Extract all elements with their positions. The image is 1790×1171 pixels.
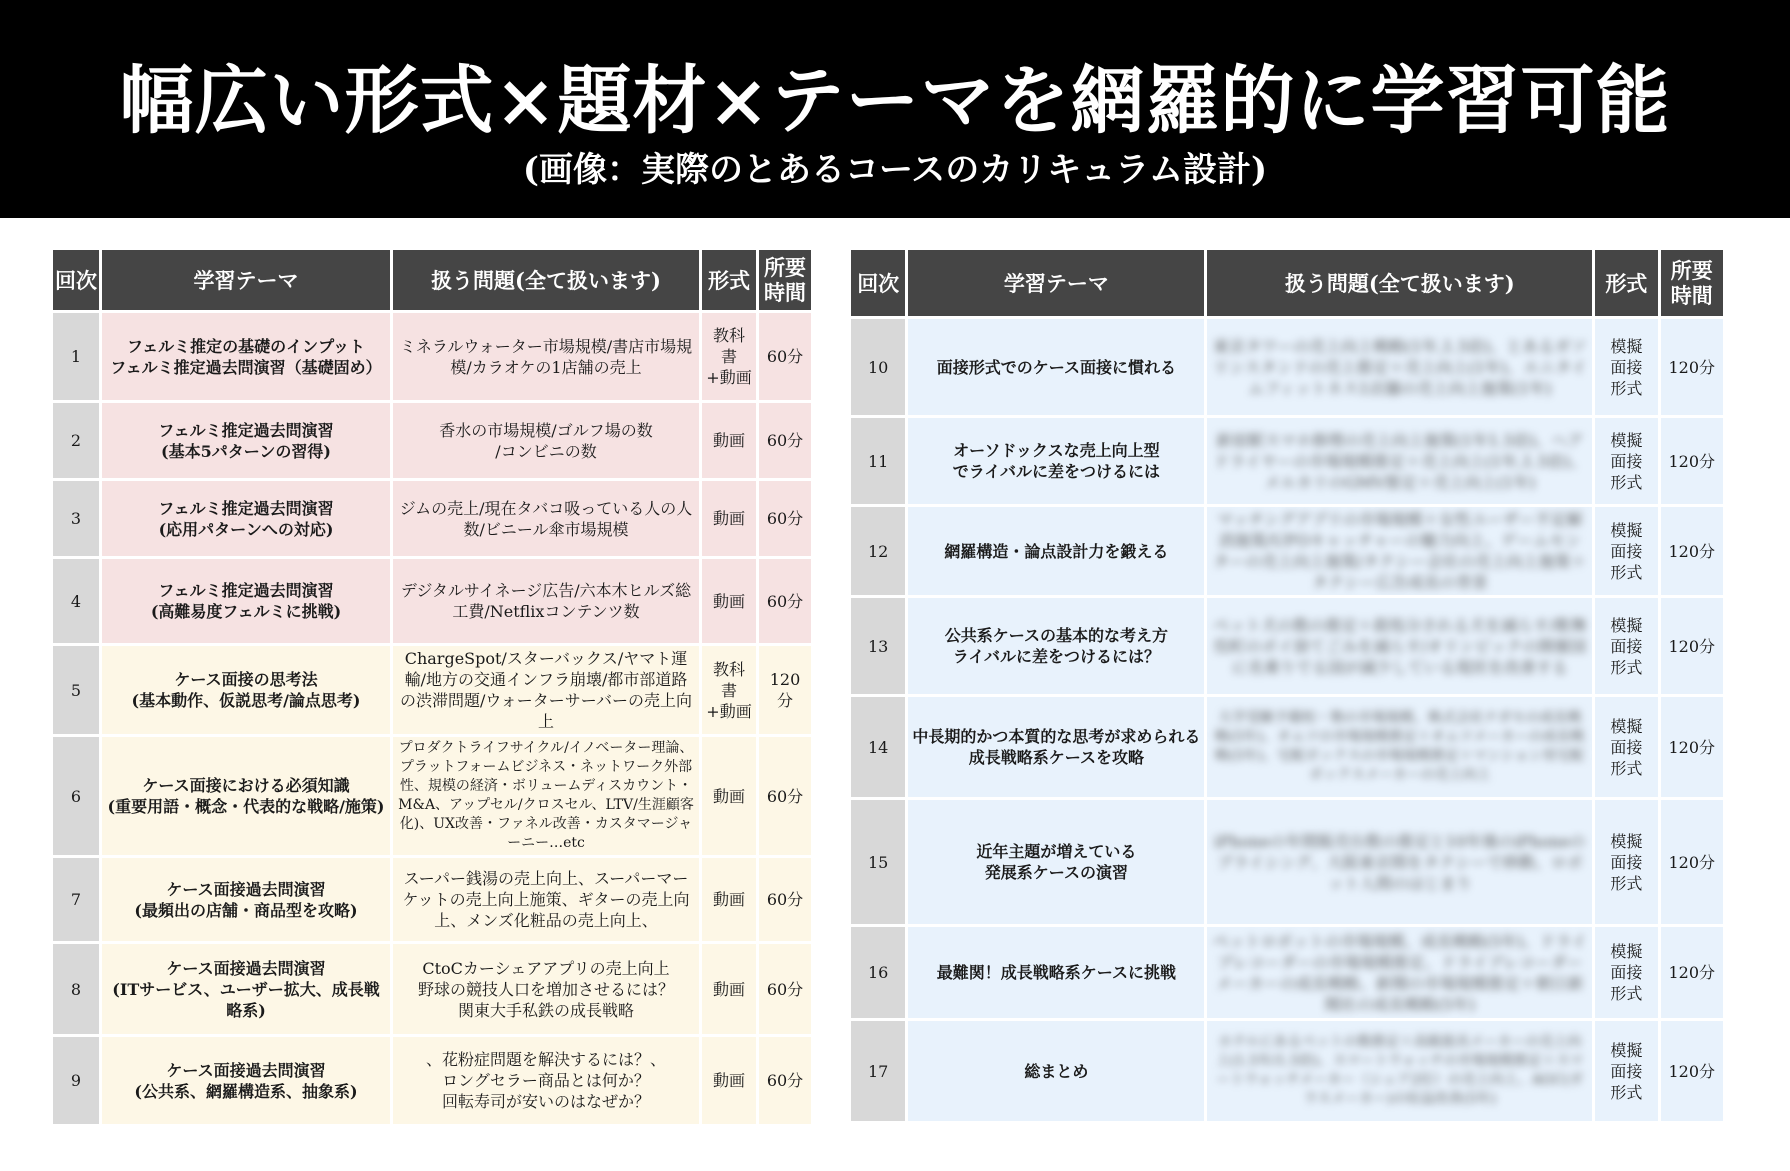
learning-theme — [102, 646, 390, 734]
learning-theme — [102, 313, 390, 400]
problem-list-text: ホテルにあるペットの数推定＋高級旅具メーカーの売上向上(1.5年/1.5倍)、スマートウォッチの市場規模推定＋スマートウォッチメーカー（シェア2位）の売上向上、AGC(ガラスメーカー)の収益改善(5年) — [1216, 1034, 1584, 1107]
learning-theme — [908, 319, 1204, 415]
problem-list — [1207, 598, 1592, 694]
problem-list — [1207, 927, 1592, 1018]
session-number — [851, 1021, 905, 1121]
session-number-text: 16 — [868, 963, 889, 982]
learning-theme — [102, 858, 390, 941]
table-header-row — [851, 250, 1723, 316]
duration — [1661, 319, 1723, 415]
duration-text: 120分 — [1668, 737, 1716, 757]
session-number-text: 3 — [70, 509, 82, 528]
page-subtitle: (画像：実際のとあるコースのカリキュラム設計) — [522, 150, 1268, 190]
session-number — [53, 1037, 99, 1124]
format — [702, 646, 756, 734]
format — [1595, 697, 1657, 797]
duration — [759, 313, 811, 400]
format-text: 動画 — [712, 591, 745, 611]
format-text: 模擬 面接 形式 — [1610, 336, 1643, 398]
table-row — [851, 697, 1723, 797]
problem-list — [1207, 418, 1592, 504]
problem-list — [393, 403, 699, 478]
duration-text: 60分 — [766, 431, 804, 450]
session-number — [53, 737, 99, 855]
session-number — [851, 507, 905, 595]
session-number-text: 11 — [868, 451, 889, 471]
format-text: 模擬 面接 形式 — [1610, 831, 1643, 893]
session-number-text: 1 — [70, 347, 82, 366]
learning-theme-text: ケース面接における必須知識 (重要用語・概念・代表的な戦略/施策) — [107, 776, 385, 816]
duration-text: 120分 — [1668, 357, 1716, 377]
format-text: 模擬 面接 形式 — [1610, 520, 1643, 582]
col-header-time: 所要時間 — [759, 250, 811, 310]
duration-text: 120分 — [1668, 852, 1716, 872]
duration — [759, 646, 811, 734]
format — [702, 858, 756, 941]
format — [702, 313, 756, 400]
session-number — [851, 697, 905, 797]
table-row — [53, 1037, 811, 1124]
duration — [1661, 697, 1723, 797]
format-text: 動画 — [712, 431, 745, 450]
problem-list-text: プロダクトライフサイクル/イノベーター理論、プラットフォームビジネス・ネットワーク外部性、規模の経済・ボリュームディスカウント・M&A、アップセル/クロスセル、LTV/生涯顧客化)、UX改善・ファネル改善・カスタマージャーニー…etc — [398, 740, 694, 851]
format-text: 模擬 面接 形式 — [1610, 1040, 1643, 1102]
format — [702, 944, 756, 1034]
learning-theme-text: フェルミ推定過去問演習 (基本5パターンの習得) — [158, 420, 334, 461]
duration-text: 120分 — [1668, 636, 1716, 656]
format — [1595, 418, 1657, 504]
learning-theme — [102, 944, 390, 1034]
format-text: 模擬 面接 形式 — [1610, 615, 1643, 677]
problem-list-text: 新宿駅スマホ修理の売上向上施策(1年1.5倍)、ヘアドライヤーの市場規模推定＋売上向上(1年,1.5倍)、メルカリのGMV推定＋売上向上(1年) — [1213, 430, 1587, 492]
session-number-text: 13 — [868, 636, 889, 656]
format — [1595, 319, 1657, 415]
session-number-text: 5 — [70, 680, 82, 700]
problem-list-text: 香水の市場規模/ゴルフ場の数 /コンビニの数 — [439, 420, 653, 461]
learning-theme — [102, 1037, 390, 1124]
duration-text: 120分 — [1668, 541, 1716, 561]
duration — [759, 858, 811, 941]
col-header-theme: 学習テーマ — [908, 250, 1204, 316]
session-number — [53, 481, 99, 556]
problem-list-text: CtoCカーシェアアプリの売上向上 野球の競技人口を増加させるには？ 関東大手私鉄の成長戦略 — [417, 958, 674, 1020]
learning-theme-text: 中長期的かつ本質的な思考が求められる成長戦略系ケースを攻略 — [912, 727, 1201, 767]
table-row — [53, 737, 811, 855]
format — [702, 403, 756, 478]
table-header-row — [53, 250, 811, 310]
duration — [1661, 1021, 1723, 1121]
session-number — [851, 319, 905, 415]
learning-theme-text: フェルミ推定過去問演習 (高難易度フェルミに挑戦) — [150, 581, 342, 621]
col-header-theme: 学習テーマ — [102, 250, 390, 310]
table-row — [53, 858, 811, 941]
learning-theme-text: オーソドックスな売上向上型 でライバルに差をつけるには — [952, 441, 1160, 481]
duration-text: 120分 — [1668, 451, 1716, 471]
learning-theme — [102, 559, 390, 643]
problem-list-text: ペットロボットの市場規模、成長戦略(5年)、ドライブレコーダーの市場規模推定、ドライブレコーダーメーカーの成長戦略、新聞の市場規模推定＋朝日新聞社の成長戦略(5年) — [1212, 931, 1587, 1014]
learning-theme — [908, 800, 1204, 924]
format-text: 模擬 面接 形式 — [1610, 942, 1643, 1003]
format — [1595, 1021, 1657, 1121]
duration — [1661, 418, 1723, 504]
problem-list-text: ジムの売上/現在タバコ吸っている人の人数/ビニール傘市場規模 — [399, 498, 693, 539]
session-number — [851, 598, 905, 694]
duration — [759, 737, 811, 855]
learning-theme — [908, 598, 1204, 694]
problem-list — [1207, 319, 1592, 415]
session-number — [53, 313, 99, 400]
duration-text: 60分 — [766, 979, 804, 999]
learning-theme-text: 総まとめ — [1024, 1061, 1089, 1081]
session-number — [851, 418, 905, 504]
learning-theme — [908, 507, 1204, 595]
session-number-text: 15 — [868, 852, 889, 872]
learning-theme-text: 公共系ケースの基本的な考え方 ライバルに差をつけるには？ — [944, 626, 1168, 666]
format — [702, 559, 756, 643]
session-number-text: 10 — [868, 357, 889, 377]
curriculum-table-left — [50, 247, 814, 1127]
session-number-text: 7 — [70, 890, 82, 909]
learning-theme-text: ケース面接過去問演習 (公共系、網羅構造系、抽象系) — [134, 1060, 358, 1101]
learning-theme-text: ケース面接過去問演習 (ITサービス、ユーザー拡大、成長戦略系) — [112, 958, 380, 1020]
session-number-text: 14 — [868, 737, 889, 757]
session-number-text: 12 — [868, 541, 889, 561]
learning-theme — [102, 737, 390, 855]
table-row — [851, 1021, 1723, 1121]
session-number — [53, 403, 99, 478]
duration-text: 120分 — [1668, 1061, 1716, 1081]
duration — [1661, 507, 1723, 595]
duration-text: 60分 — [766, 1071, 804, 1090]
learning-theme — [908, 927, 1204, 1018]
learning-theme-text: 面接形式でのケース面接に慣れる — [936, 357, 1176, 377]
page-title: 幅広い形式×題材×テーマを網羅的に学習可能 — [119, 58, 1671, 144]
duration-text: 120分 — [769, 670, 801, 710]
problem-list — [393, 737, 699, 855]
table-row — [53, 403, 811, 478]
table-row — [851, 507, 1723, 595]
col-header-format: 形式 — [702, 250, 756, 310]
problem-list-text: ペット犬の数の推定＋殺処分される犬を減らす/歌舞伎町のポイ捨てごみを減らす/オリンピックの開催国に名乗りでる国が減少している現状を改善する — [1213, 615, 1587, 677]
problem-list — [1207, 800, 1592, 924]
duration — [759, 559, 811, 643]
format-text: 教科書 +動画 — [706, 659, 752, 721]
problem-list-text: マッチングアプリの市場規模＋女性ユーザー不足解消施策/UFOキャッチャーの魅力向上、ゲームセンターの売上向上施策/タクシー会社の売上向上施策＋タクシー広告成長の背景 — [1213, 510, 1587, 592]
duration — [759, 944, 811, 1034]
col-header-no: 回次 — [851, 250, 905, 316]
problem-list — [1207, 697, 1592, 797]
col-header-format: 形式 — [1595, 250, 1657, 316]
problem-list-text: ChargeSpot/スターバックス/ヤマト運輸/地方の交通インフラ崩壊/都市部道路の渋滞問題/ウォーターサーバーの売上向上 — [400, 649, 692, 731]
col-header-time: 所要時間 — [1661, 250, 1723, 316]
session-number-text: 2 — [70, 431, 82, 450]
problem-list-text: スーパー銭湯の売上向上、スーパーマーケットの売上向上施策、ギターの売上向上、メンズ化粧品の売上向上、 — [402, 869, 690, 930]
curriculum-table-right — [848, 247, 1726, 1124]
problem-list-text: iPhoneの年間販売台数の推定と10年後のiPhoneのプライシング、大阪東京間をタクシーで移動、ロボット人間のはじまり — [1213, 831, 1586, 893]
problem-list — [393, 646, 699, 734]
duration-text: 60分 — [766, 509, 804, 528]
problem-list-text: 、花粉症問題を解決するには？、 ロングセラー商品とは何か？ 回転寿司が安いのはなぜか？ — [425, 1050, 666, 1111]
problem-list-text: 東京タワーの売上向上戦略(1年,1.5倍)、とあるガソリンスタンドの売上推定＋売上向上(1年)、エニタイムフィットネス1店舗の売上向上施策(1年) — [1212, 336, 1587, 398]
problem-list — [1207, 1021, 1592, 1121]
header-banner — [0, 0, 1790, 218]
duration-text: 60分 — [766, 786, 804, 806]
format-text: 教科書 +動画 — [706, 326, 752, 387]
format — [1595, 507, 1657, 595]
format-text: 動画 — [712, 1071, 745, 1090]
col-header-no: 回次 — [53, 250, 99, 310]
table-row — [851, 418, 1723, 504]
format-text: 模擬 面接 形式 — [1610, 430, 1643, 492]
learning-theme-text: フェルミ推定過去問演習 (応用パターンへの対応) — [158, 498, 334, 539]
problem-list-text: デジタルサイネージ広告/六本木ヒルズ総工費/Netflixコンテンツ数 — [400, 581, 692, 621]
duration — [1661, 800, 1723, 924]
session-number — [53, 944, 99, 1034]
problem-list — [1207, 507, 1592, 595]
duration — [759, 403, 811, 478]
session-number — [53, 646, 99, 734]
duration — [759, 481, 811, 556]
problem-list — [393, 313, 699, 400]
session-number-text: 9 — [70, 1071, 82, 1090]
duration — [759, 1037, 811, 1124]
problem-list-text: 大学受験予備校・塾の市場規模、株式会社ナガセの成長戦略(5年)、オムツの市場規模推定＋オムツメーカーの成長戦略(5年)、宅配ボックスの市場規模推定＋マンション用宅配ボックスメーカーの売上向上 — [1215, 710, 1585, 783]
table-row — [53, 944, 811, 1034]
session-number-text: 8 — [70, 979, 82, 999]
duration-text: 120分 — [1668, 963, 1716, 982]
col-header-problems: 扱う問題(全て扱います) — [393, 250, 699, 310]
learning-theme-text: 最難関！成長戦略系ケースに挑戦 — [936, 963, 1176, 982]
table-row — [53, 646, 811, 734]
learning-theme — [102, 481, 390, 556]
table-row — [851, 598, 1723, 694]
format-text: 動画 — [712, 509, 745, 528]
table-row — [53, 559, 811, 643]
table-row — [851, 319, 1723, 415]
session-number-text: 6 — [70, 786, 82, 806]
problem-list — [393, 858, 699, 941]
duration-text: 60分 — [766, 890, 804, 909]
format-text: 模擬 面接 形式 — [1610, 716, 1643, 778]
col-header-problems: 扱う問題(全て扱います) — [1207, 250, 1592, 316]
duration — [1661, 598, 1723, 694]
duration-text: 60分 — [766, 591, 804, 611]
learning-theme-text: ケース面接の思考法 (基本動作、仮説思考/論点思考) — [131, 670, 361, 710]
learning-theme — [908, 418, 1204, 504]
session-number-text: 17 — [868, 1061, 889, 1081]
format — [1595, 927, 1657, 1018]
learning-theme — [102, 403, 390, 478]
session-number — [53, 559, 99, 643]
session-number — [851, 800, 905, 924]
learning-theme-text: 網羅構造・論点設計力を鍛える — [944, 541, 1169, 561]
learning-theme-text: ケース面接過去問演習 (最頻出の店舗・商品型を攻略) — [134, 879, 358, 920]
session-number — [53, 858, 99, 941]
learning-theme-text: 近年主題が増えている 発展系ケースの演習 — [976, 842, 1137, 882]
problem-list — [393, 1037, 699, 1124]
learning-theme-text: フェルミ推定の基礎のインプット フェルミ推定過去問演習（基礎固め） — [110, 336, 382, 377]
format-text: 動画 — [712, 786, 745, 806]
format — [702, 737, 756, 855]
table-row — [53, 313, 811, 400]
format-text: 動画 — [712, 979, 745, 999]
table-row — [53, 481, 811, 556]
format — [1595, 598, 1657, 694]
session-number-text: 4 — [70, 591, 82, 611]
duration — [1661, 927, 1723, 1018]
learning-theme — [908, 1021, 1204, 1121]
session-number — [851, 927, 905, 1018]
format — [1595, 800, 1657, 924]
format — [702, 481, 756, 556]
duration-text: 60分 — [766, 347, 804, 366]
table-row — [851, 800, 1723, 924]
learning-theme — [908, 697, 1204, 797]
problem-list — [393, 944, 699, 1034]
problem-list — [393, 481, 699, 556]
problem-list-text: ミネラルウォーター市場規模/書店市場規模/カラオケの1店舗の売上 — [399, 336, 693, 377]
problem-list — [393, 559, 699, 643]
format — [702, 1037, 756, 1124]
table-row — [851, 927, 1723, 1018]
format-text: 動画 — [712, 890, 745, 909]
